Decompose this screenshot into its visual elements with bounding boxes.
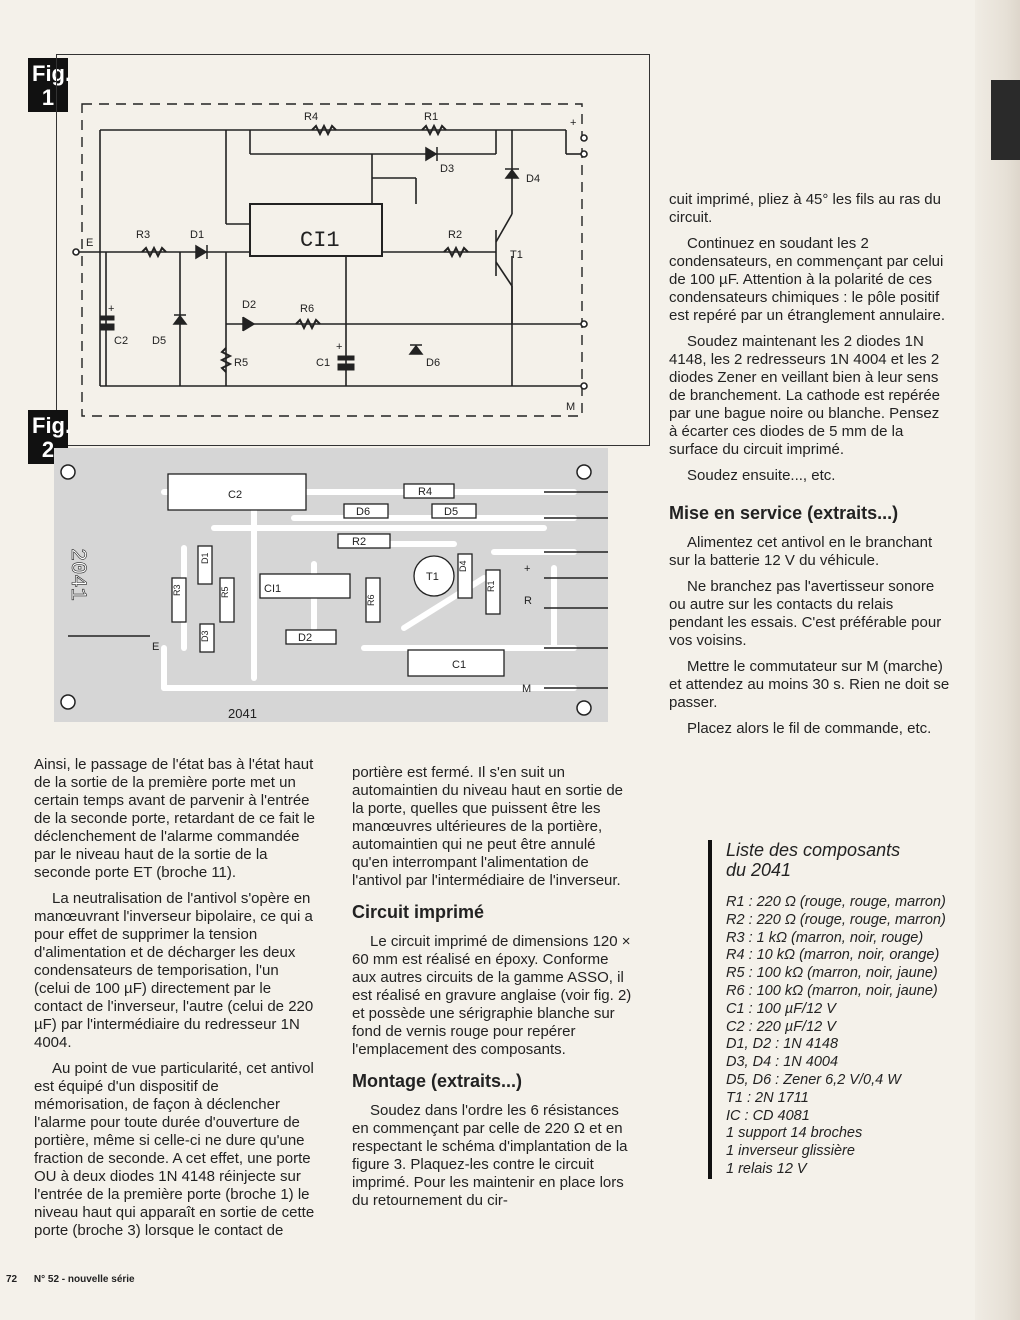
- left-paragraph-3: Au point de vue particularité, cet antivol est équipé d'un dispositif de mémorisation, de façon à déclencher l'alarme pour toute durée d'ouverture de portière, même si celle-ci ne dure qu'une fraction de seconde. A cet effet, une porte OU à deux diodes 1N 4148 réinjecte sur l'entrée de la première porte (broche 1) le niveau haut qui apparaît en sortie de cette porte (broche 3) lorsque le contact de: [34, 1060, 315, 1239]
- component-item: C1 : 100 µF/12 V: [726, 1000, 836, 1017]
- pcb-e: E: [152, 641, 160, 653]
- middle-column: [352, 764, 634, 1218]
- left-paragraph-1: Ainsi, le passage de l'état bas à l'état haut de la sortie de la première porte met un certain temps avant de parvenir à l'entrée de la seconde porte, retardant de ce fait le déclenchement de l'alarme commandée par le niveau haut de la sortie de la seconde porte ET (broche 11).: [34, 756, 316, 881]
- pcb-r2: R2: [352, 536, 367, 548]
- page-footer: [6, 1274, 135, 1285]
- right-paragraph-1: cuit imprimé, pliez à 45° les fils au ras du circuit.: [669, 191, 941, 226]
- component-item: 1 support 14 broches: [726, 1125, 863, 1142]
- schematic-e: E: [86, 237, 94, 249]
- pcb-side-code: 2041: [65, 548, 90, 601]
- page-number: 72: [6, 1274, 18, 1285]
- components-title-line2: du 2041: [726, 860, 792, 880]
- fig1-number: 1: [41, 85, 55, 110]
- schematic-c2: C2: [114, 335, 129, 347]
- component-item: R4 : 10 kΩ (marron, noir, orange): [726, 947, 940, 964]
- pcb-t1: T1: [426, 571, 439, 583]
- pcb-d2: D2: [298, 632, 313, 644]
- next-page-dark-block: [991, 80, 1020, 160]
- right-paragraph-3: Soudez maintenant les 2 diodes 1N 4148, les 2 redresseurs 1N 4004 et les 2 diodes Zener en veillant bien à leur sens de branchement. La cathode est repérée par une bague noire ou blanche. Pensez à écarter ces diodes de 5 mm de la surface du circuit imprimé.: [669, 333, 941, 458]
- schematic-d5: D5: [152, 335, 167, 347]
- component-item: T1 : 2N 1711: [726, 1089, 809, 1106]
- left-column: [34, 756, 316, 1248]
- schematic-t1: T1: [510, 249, 523, 261]
- right-paragraph-4: Soudez ensuite..., etc.: [687, 467, 836, 484]
- components-list: [708, 840, 996, 1179]
- schematic-plus-c2: +: [108, 303, 115, 315]
- pcb-r5: R5: [220, 586, 230, 598]
- schematic-ci1: CI1: [300, 228, 340, 253]
- component-item: C2 : 220 µF/12 V: [726, 1018, 836, 1035]
- pcb-r4: R4: [418, 486, 433, 498]
- component-item: R1 : 220 Ω (rouge, rouge, marron): [726, 894, 946, 910]
- schematic-d1: D1: [190, 229, 205, 241]
- component-item: D1, D2 : 1N 4148: [726, 1036, 839, 1053]
- schematic-d6: D6: [426, 357, 441, 369]
- component-item: R6 : 100 kΩ (marron, noir, jaune): [726, 982, 938, 999]
- schematic-plus-c1: +: [336, 341, 343, 353]
- heading-circuit-imprime: Circuit imprimé: [352, 902, 485, 922]
- pcb-board-code: 2041: [228, 706, 257, 721]
- pcb-plus: +: [524, 563, 531, 575]
- pcb-d5: D5: [444, 506, 459, 518]
- issue-label: N° 52 - nouvelle série: [33, 1274, 135, 1285]
- fig1-schematic: [56, 54, 650, 446]
- fig2-pcb-drawing: [54, 448, 608, 722]
- components-title: [726, 840, 996, 880]
- right-paragraph-5: Alimentez cet antivol en le branchant sur la batterie 12 V du véhicule.: [669, 534, 933, 569]
- pcb-ci1: CI1: [264, 583, 282, 595]
- pcb-r1: R1: [486, 580, 496, 592]
- right-paragraph-6: Ne branchez pas l'avertisseur sonore ou autre sur les contacts du relais pendant les essais. C'est préférable pour vos voisins.: [669, 578, 942, 649]
- pcb-d6: D6: [356, 506, 371, 518]
- pcb-m: M: [522, 683, 532, 695]
- schematic-d3: D3: [440, 163, 455, 175]
- pcb-c1: C1: [452, 659, 467, 671]
- schematic-plus: +: [570, 117, 577, 129]
- component-item: R5 : 100 kΩ (marron, noir, jaune): [726, 965, 938, 982]
- fig2-number: 2: [41, 437, 55, 462]
- pcb-r: R: [524, 595, 532, 607]
- schematic-r4: R4: [304, 111, 319, 123]
- schematic-r5: R5: [234, 357, 249, 369]
- pcb-d3: D3: [200, 630, 210, 642]
- component-item: D3, D4 : 1N 4004: [726, 1054, 839, 1071]
- schematic-r3: R3: [136, 229, 151, 241]
- component-item: R2 : 220 Ω (rouge, rouge, marron): [726, 911, 946, 928]
- heading-montage: Montage (extraits...): [352, 1071, 523, 1091]
- components-title-line1: Liste des composants: [726, 840, 901, 860]
- pcb-r6: R6: [366, 594, 376, 606]
- pcb-d4: D4: [458, 560, 468, 572]
- component-item: IC : CD 4081: [726, 1107, 810, 1124]
- right-paragraph-7: Mettre le commutateur sur M (marche) et attendez au moins 30 s. Rien ne doit se passer.: [669, 658, 950, 711]
- pcb-r3: R3: [172, 584, 182, 596]
- schematic-r1: R1: [424, 111, 439, 123]
- schematic-c1: C1: [316, 357, 331, 369]
- middle-paragraph-2: Le circuit imprimé de dimensions 120 × 60 mm est réalisé en époxy. Conforme aux autres circuits de la gamme ASSO, il est réalisé en gravure anglaise (voir fig. 2) et possède une sérigraphie blanche sur fond de vernis rouge pour repérer l'emplacement des composants.: [352, 933, 632, 1058]
- right-paragraph-2: Continuez en soudant les 2 condensateurs, en commençant par celui de 100 µF. Attention à la polarité de ces condensateurs chimiques : le pôle positif est repéré par un étranglement annulaire.: [669, 235, 946, 324]
- schematic-m: M: [566, 401, 576, 413]
- component-item: 1 inverseur glissière: [726, 1143, 855, 1160]
- schematic-r2: R2: [448, 229, 463, 241]
- pcb-d1: D1: [200, 552, 210, 564]
- schematic-d4: D4: [526, 173, 541, 185]
- schematic-d2: D2: [242, 299, 257, 311]
- right-paragraph-8: Placez alors le fil de commande, etc.: [687, 720, 932, 737]
- right-column: [669, 191, 951, 746]
- fig1-label: Fig.: [32, 61, 72, 86]
- component-item: R3 : 1 kΩ (marron, noir, rouge): [726, 929, 924, 946]
- component-item: 1 relais 12 V: [726, 1160, 807, 1177]
- middle-paragraph-3: Soudez dans l'ordre les 6 résistances en commençant par celle de 220 Ω et en respectant le schéma d'implantation de la figure 3. Plaquez-les contre le circuit imprimé. Pour les maintenir en place lors du retournement du cir-: [352, 1102, 628, 1209]
- middle-paragraph-1: portière est fermé. Il s'en suit un automaintien du niveau haut en sortie de la porte, quelles que puissent être les manœuvres ultérieures de la portière, automaintien qui ne peut être annulé qu'en interrompant l'alimentation de l'antivol par l'intermédiaire de l'inverseur.: [352, 764, 624, 889]
- heading-mise-en-service: Mise en service (extraits...): [669, 503, 899, 523]
- left-paragraph-2: La neutralisation de l'antivol s'opère en manœuvrant l'inverseur bipolaire, ce qui a pour effet de supprimer la tension d'alimentation et de décharger les deux condensateurs de temporisation, l'un (celui de 100 µF) directement par le contact de l'inverseur, l'autre (celui de 220 µF) par l'intermédiaire du redresseur 1N 4004.: [34, 890, 314, 1051]
- pcb-c2: C2: [228, 489, 243, 501]
- fig2-label: Fig.: [32, 413, 72, 438]
- component-item: D5, D6 : Zener 6,2 V/0,4 W: [726, 1071, 901, 1088]
- schematic-r6: R6: [300, 303, 315, 315]
